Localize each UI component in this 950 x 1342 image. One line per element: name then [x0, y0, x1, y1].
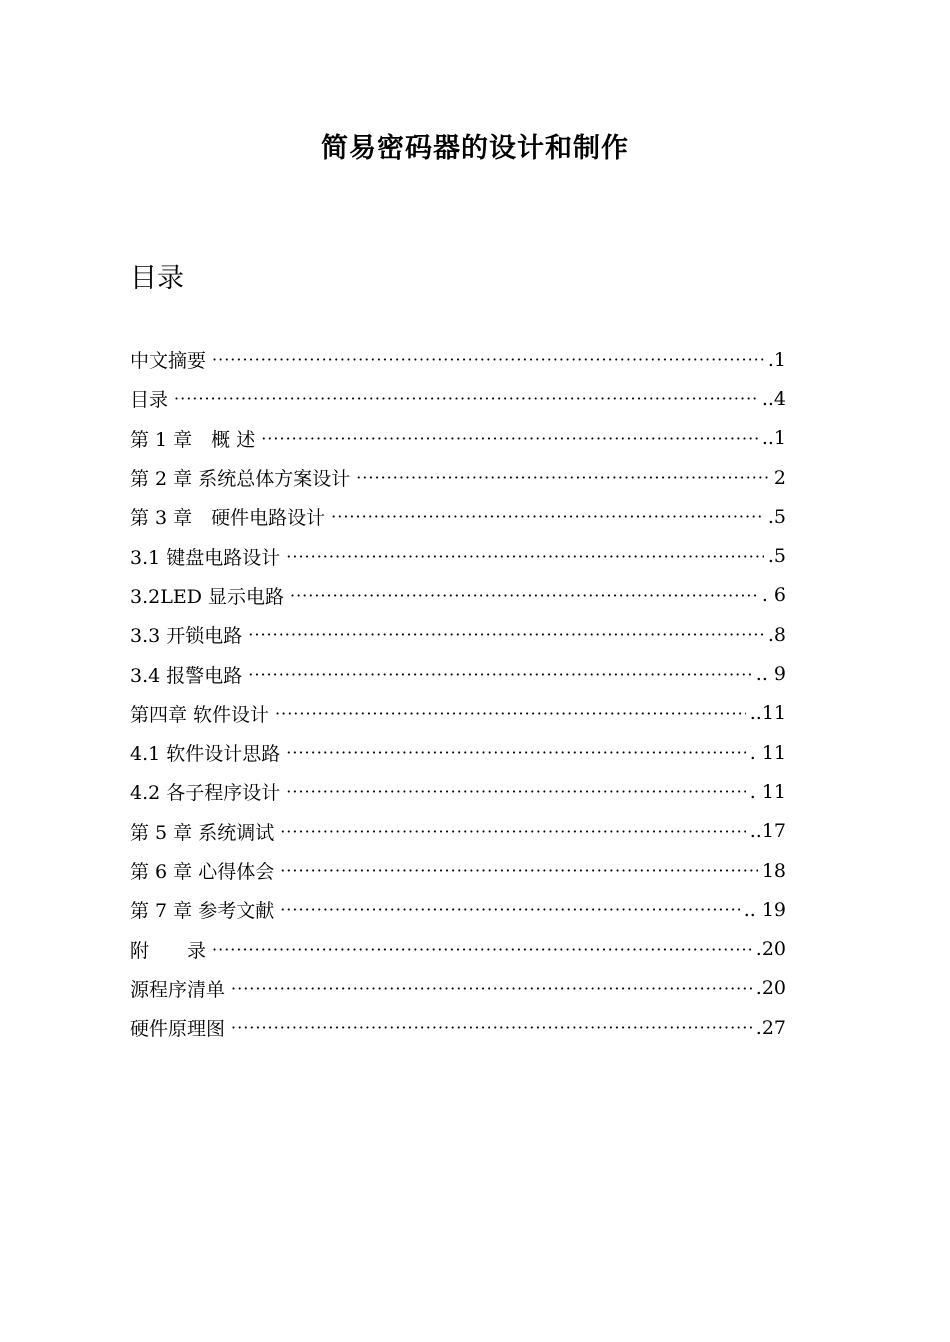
toc-leader-dots: [280, 900, 739, 919]
toc-leader-dots: [280, 861, 758, 880]
toc-leader-dots: [275, 704, 746, 723]
toc-entry[interactable]: [130, 1008, 786, 1047]
toc-entry[interactable]: [130, 536, 786, 575]
toc-leader-dots: [231, 979, 752, 998]
toc-entry-page: .5: [767, 505, 786, 528]
toc-leader-dots: [212, 940, 752, 959]
toc-leader-dots: [248, 665, 752, 684]
toc-leader-dots: [248, 625, 764, 644]
toc-leader-dots: [331, 507, 764, 526]
toc-entry-page: .20: [755, 938, 786, 961]
toc-entry-page: .. 9: [755, 663, 786, 686]
toc-entry[interactable]: [130, 772, 786, 811]
toc-entry-label: 3.2LED 显示电路: [130, 585, 284, 608]
toc-entry[interactable]: [130, 615, 786, 654]
toc-entry-label: 附 录: [130, 939, 207, 962]
toc-entry-label: 硬件原理图: [130, 1018, 226, 1041]
toc-entry-page: ..1: [761, 427, 786, 450]
toc-entry-page: .20: [755, 977, 786, 1000]
toc-entry[interactable]: [130, 929, 786, 968]
toc-entry-page: . 6: [761, 584, 786, 607]
toc-entry[interactable]: [130, 576, 786, 615]
toc-entry[interactable]: [130, 340, 786, 379]
toc-leader-dots: [286, 782, 745, 801]
toc-entry-label: 4.1 软件设计思路: [130, 743, 281, 766]
toc-entry-page: ..11: [749, 702, 786, 725]
toc-entry[interactable]: [130, 812, 786, 851]
toc-entry-page: .. 19: [743, 898, 786, 921]
toc-entry-label: 第 6 章 心得体会: [130, 861, 275, 883]
toc-entry-label: 第 3 章 硬件电路设计: [130, 507, 326, 530]
toc-entry-label: 第 1 章 概 述: [130, 428, 256, 451]
toc-entry-page: .1: [767, 348, 786, 371]
toc-entry[interactable]: [130, 890, 786, 929]
toc-entry-label: 3.4 报警电路: [130, 664, 243, 687]
toc-entry-label: 源程序清单: [130, 978, 226, 1001]
toc-entry[interactable]: [130, 654, 786, 693]
toc-leader-dots: [280, 822, 746, 841]
toc-leader-dots: [261, 429, 758, 448]
toc-entry-label: 第四章 软件设计: [130, 703, 270, 726]
toc-leader-dots: [290, 586, 758, 605]
table-of-contents: [130, 340, 786, 1047]
toc-entry-label: 第 7 章 参考文献: [130, 900, 275, 923]
toc-leader-dots: [286, 743, 745, 762]
toc-leader-dots: [286, 547, 764, 566]
toc-entry[interactable]: [130, 497, 786, 536]
toc-leader-dots: [231, 1018, 752, 1037]
toc-entry[interactable]: [130, 733, 786, 772]
toc-entry-page: ..4: [761, 387, 786, 410]
toc-leader-dots: [174, 389, 758, 408]
toc-entry-page: .5: [767, 545, 786, 568]
toc-entry-page: 2: [773, 466, 786, 489]
toc-entry-page: ..17: [749, 820, 786, 843]
document-title: 简易密码器的设计和制作: [321, 133, 629, 164]
toc-entry-page: 18: [761, 859, 786, 882]
toc-entry-page: .8: [767, 623, 786, 646]
toc-entry-label: 3.1 键盘电路设计: [130, 546, 281, 569]
toc-entry[interactable]: [130, 419, 786, 458]
toc-leader-dots: [212, 350, 764, 369]
toc-entry[interactable]: [130, 379, 786, 418]
toc-entry-label: 目录: [130, 389, 169, 412]
toc-entry-page: . 11: [749, 780, 786, 803]
toc-entry-page: . 11: [749, 741, 786, 764]
toc-heading: 目录: [130, 263, 184, 294]
toc-entry-label: 3.3 开锁电路: [130, 625, 243, 648]
toc-entry-page: .27: [755, 1016, 786, 1039]
toc-entry[interactable]: [130, 694, 786, 733]
toc-entry[interactable]: [130, 851, 786, 890]
toc-entry[interactable]: [130, 458, 786, 497]
toc-entry-label: 4.2 各子程序设计: [130, 782, 281, 805]
toc-entry[interactable]: [130, 969, 786, 1008]
toc-leader-dots: [356, 468, 770, 487]
toc-entry-label: 中文摘要: [130, 350, 207, 373]
toc-entry-label: 第 5 章 系统调试: [130, 821, 275, 844]
toc-entry-label: 第 2 章 系统总体方案设计: [130, 468, 351, 491]
